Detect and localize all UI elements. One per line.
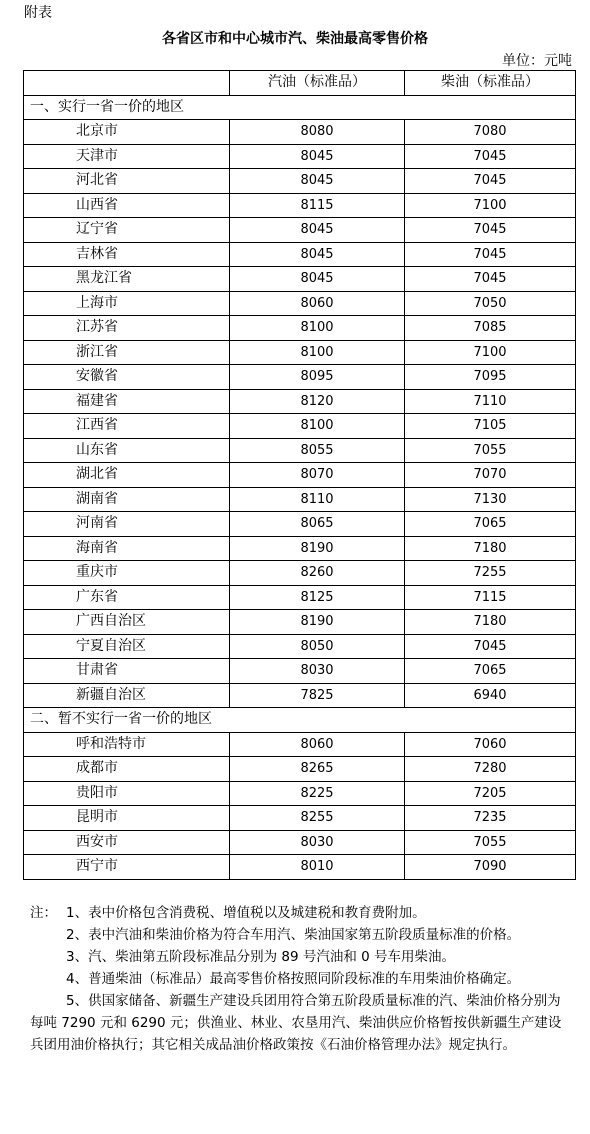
diesel-price: 7045 xyxy=(405,218,576,243)
diesel-price: 7180 xyxy=(405,536,576,561)
region-name: 天津市 xyxy=(24,144,230,169)
gasoline-price: 8110 xyxy=(230,487,405,512)
region-name: 湖北省 xyxy=(24,463,230,488)
table-row xyxy=(24,242,576,267)
table-header-row xyxy=(24,71,576,96)
region-name: 甘肃省 xyxy=(24,659,230,684)
table-row xyxy=(24,414,576,439)
note-1: 注： 1、表中价格包含消费税、增值税以及城建税和教育费附加。 xyxy=(30,902,570,924)
gasoline-price: 8050 xyxy=(230,634,405,659)
gasoline-price: 8120 xyxy=(230,389,405,414)
diesel-price: 7055 xyxy=(405,438,576,463)
region-name: 河北省 xyxy=(24,169,230,194)
price-table xyxy=(23,70,576,880)
table-row xyxy=(24,340,576,365)
diesel-price: 7065 xyxy=(405,659,576,684)
header-gasoline: 汽油（标准品） xyxy=(230,71,405,96)
diesel-price: 7100 xyxy=(405,193,576,218)
gasoline-price: 8225 xyxy=(230,781,405,806)
region-name: 安徽省 xyxy=(24,365,230,390)
table-row xyxy=(24,463,576,488)
region-name: 贵阳市 xyxy=(24,781,230,806)
gasoline-price: 8045 xyxy=(230,242,405,267)
table-row xyxy=(24,169,576,194)
note-5: 5、供国家储备、新疆生产建设兵团用符合第五阶段质量标准的汽、柴油价格分别为每吨 7290 元和 6290 元；供渔业、林业、农垦用汽、柴油供应价格暂按供新疆生产建设兵团用油价格执行；其它相关成品油价格政策按《石油价格管理办法》规定执行。 xyxy=(30,993,562,1053)
diesel-price: 7045 xyxy=(405,144,576,169)
region-name: 昆明市 xyxy=(24,806,230,831)
table-row xyxy=(24,855,576,880)
section-label: 二、暂不实行一省一价的地区 xyxy=(24,708,576,733)
table-row xyxy=(24,120,576,145)
header-region xyxy=(24,71,230,96)
table-row xyxy=(24,659,576,684)
diesel-price: 7115 xyxy=(405,585,576,610)
gasoline-price: 8255 xyxy=(230,806,405,831)
gasoline-price: 8125 xyxy=(230,585,405,610)
table-row xyxy=(24,781,576,806)
gasoline-price: 8080 xyxy=(230,120,405,145)
region-name: 上海市 xyxy=(24,291,230,316)
table-row xyxy=(24,634,576,659)
gasoline-price: 8045 xyxy=(230,169,405,194)
notes-label: 注： xyxy=(30,905,57,921)
diesel-price: 7070 xyxy=(405,463,576,488)
gasoline-price: 8115 xyxy=(230,193,405,218)
region-name: 湖南省 xyxy=(24,487,230,512)
note-3: 3、汽、柴油第五阶段标准品分别为 89 号汽油和 0 号车用柴油。 xyxy=(66,949,456,965)
region-name: 山东省 xyxy=(24,438,230,463)
table-row xyxy=(24,830,576,855)
diesel-price: 7130 xyxy=(405,487,576,512)
table-row xyxy=(24,806,576,831)
diesel-price: 7080 xyxy=(405,120,576,145)
gasoline-price: 8260 xyxy=(230,561,405,586)
gasoline-price: 8060 xyxy=(230,732,405,757)
region-name: 重庆市 xyxy=(24,561,230,586)
diesel-price: 7235 xyxy=(405,806,576,831)
region-name: 黑龙江省 xyxy=(24,267,230,292)
gasoline-price: 8045 xyxy=(230,218,405,243)
diesel-price: 7045 xyxy=(405,634,576,659)
table-row xyxy=(24,610,576,635)
region-name: 吉林省 xyxy=(24,242,230,267)
table-row xyxy=(24,316,576,341)
diesel-price: 7255 xyxy=(405,561,576,586)
region-name: 成都市 xyxy=(24,757,230,782)
region-name: 山西省 xyxy=(24,193,230,218)
gasoline-price: 8095 xyxy=(230,365,405,390)
region-name: 呼和浩特市 xyxy=(24,732,230,757)
diesel-price: 6940 xyxy=(405,683,576,708)
attachment-label: 附表 xyxy=(24,5,52,21)
table-row xyxy=(24,732,576,757)
note-4: 4、普通柴油（标准品）最高零售价格按照同阶段标准的车用柴油价格确定。 xyxy=(66,971,521,987)
header-diesel: 柴油（标准品） xyxy=(405,71,576,96)
table-row xyxy=(24,536,576,561)
gasoline-price: 8060 xyxy=(230,291,405,316)
diesel-price: 7065 xyxy=(405,512,576,537)
table-row xyxy=(24,365,576,390)
unit-label: 单位：元吨 xyxy=(502,53,572,69)
table-row xyxy=(24,512,576,537)
diesel-price: 7095 xyxy=(405,365,576,390)
diesel-price: 7180 xyxy=(405,610,576,635)
region-name: 浙江省 xyxy=(24,340,230,365)
gasoline-price: 8010 xyxy=(230,855,405,880)
gasoline-price: 8100 xyxy=(230,340,405,365)
gasoline-price: 8065 xyxy=(230,512,405,537)
diesel-price: 7045 xyxy=(405,267,576,292)
region-name: 广东省 xyxy=(24,585,230,610)
gasoline-price: 8265 xyxy=(230,757,405,782)
diesel-price: 7280 xyxy=(405,757,576,782)
table-row xyxy=(24,144,576,169)
region-name: 西宁市 xyxy=(24,855,230,880)
diesel-price: 7045 xyxy=(405,169,576,194)
table-row xyxy=(24,487,576,512)
gasoline-price: 8055 xyxy=(230,438,405,463)
gasoline-price: 8045 xyxy=(230,267,405,292)
region-name: 西安市 xyxy=(24,830,230,855)
gasoline-price: 7825 xyxy=(230,683,405,708)
section-row xyxy=(24,708,576,733)
gasoline-price: 8100 xyxy=(230,414,405,439)
diesel-price: 7085 xyxy=(405,316,576,341)
gasoline-price: 8070 xyxy=(230,463,405,488)
table-row xyxy=(24,561,576,586)
table-row xyxy=(24,757,576,782)
region-name: 新疆自治区 xyxy=(24,683,230,708)
gasoline-price: 8100 xyxy=(230,316,405,341)
table-row xyxy=(24,291,576,316)
region-name: 海南省 xyxy=(24,536,230,561)
table-row xyxy=(24,193,576,218)
notes xyxy=(30,902,570,1056)
section-row xyxy=(24,95,576,120)
region-name: 辽宁省 xyxy=(24,218,230,243)
note-2: 2、表中汽油和柴油价格为符合车用汽、柴油国家第五阶段质量标准的价格。 xyxy=(66,927,521,943)
diesel-price: 7055 xyxy=(405,830,576,855)
table-row xyxy=(24,267,576,292)
gasoline-price: 8190 xyxy=(230,610,405,635)
region-name: 河南省 xyxy=(24,512,230,537)
gasoline-price: 8045 xyxy=(230,144,405,169)
diesel-price: 7050 xyxy=(405,291,576,316)
region-name: 宁夏自治区 xyxy=(24,634,230,659)
table-row xyxy=(24,389,576,414)
table-row xyxy=(24,218,576,243)
region-name: 北京市 xyxy=(24,120,230,145)
diesel-price: 7105 xyxy=(405,414,576,439)
diesel-price: 7090 xyxy=(405,855,576,880)
page-title: 各省区市和中心城市汽、柴油最高零售价格 xyxy=(162,31,428,47)
gasoline-price: 8190 xyxy=(230,536,405,561)
region-name: 广西自治区 xyxy=(24,610,230,635)
gasoline-price: 8030 xyxy=(230,830,405,855)
region-name: 江苏省 xyxy=(24,316,230,341)
table-row xyxy=(24,683,576,708)
diesel-price: 7110 xyxy=(405,389,576,414)
gasoline-price: 8030 xyxy=(230,659,405,684)
region-name: 福建省 xyxy=(24,389,230,414)
table-row xyxy=(24,438,576,463)
region-name: 江西省 xyxy=(24,414,230,439)
diesel-price: 7205 xyxy=(405,781,576,806)
section-label: 一、实行一省一价的地区 xyxy=(24,95,576,120)
diesel-price: 7100 xyxy=(405,340,576,365)
diesel-price: 7045 xyxy=(405,242,576,267)
table-row xyxy=(24,585,576,610)
diesel-price: 7060 xyxy=(405,732,576,757)
